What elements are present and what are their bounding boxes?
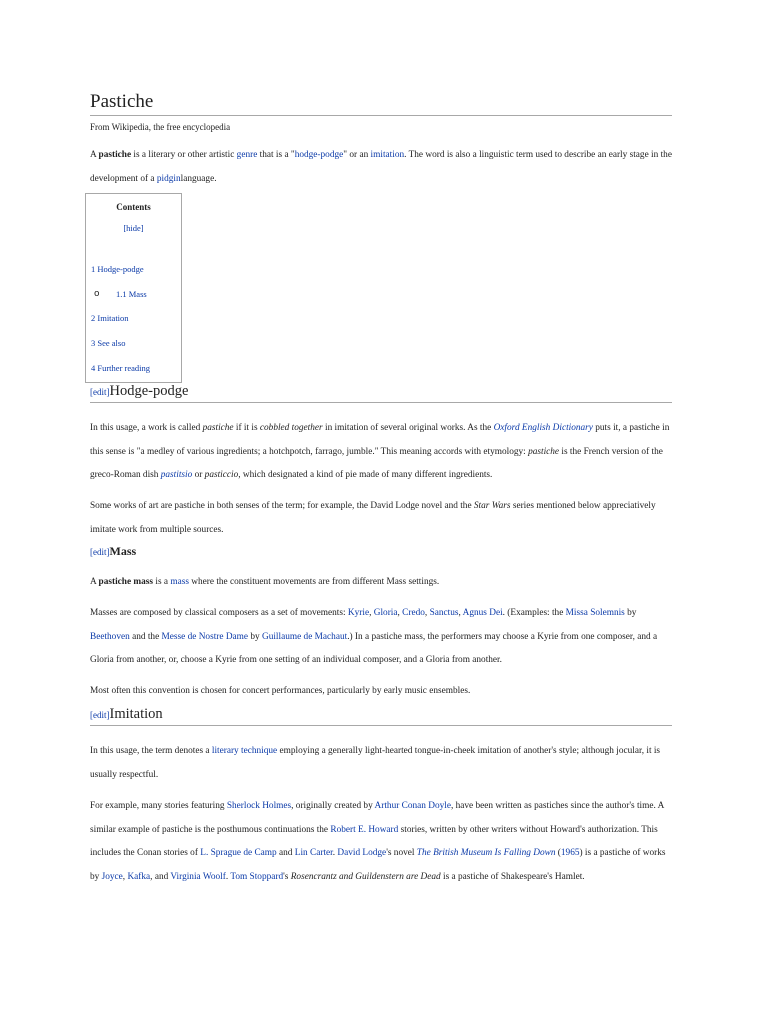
link-literary-technique[interactable]: literary technique bbox=[211, 746, 278, 756]
heading-text: Hodge-podge bbox=[109, 383, 189, 399]
link-genre[interactable]: genre bbox=[236, 150, 258, 160]
link-sherlock-holmes[interactable]: Sherlock Holmes bbox=[226, 801, 292, 811]
toc-item-mass[interactable]: 1.1 Mass bbox=[116, 289, 147, 299]
edit-link[interactable]: [edit] bbox=[90, 387, 110, 397]
text: in imitation of several original works. As the bbox=[322, 423, 494, 433]
text: language. bbox=[180, 173, 217, 184]
heading-hodge-podge bbox=[90, 383, 188, 400]
hodge-paragraph-1 bbox=[90, 417, 672, 488]
edit-link[interactable]: [edit] bbox=[90, 547, 110, 557]
mass-paragraph-2 bbox=[90, 602, 672, 673]
toc-item-imitation[interactable]: 2 Imitation bbox=[91, 313, 129, 323]
text: , have been written as pastiches since the author's time. A similar example of pastiche is the posthumous continuations the bbox=[90, 801, 664, 835]
toc-bullet-icon: o bbox=[94, 289, 100, 299]
text: employing a generally light-hearted tongue-in-cheek imitation of another's style; although jocular, it is usually respectful. bbox=[90, 746, 661, 780]
text: Some works of art are pastiche in both senses of the term; for example, the David Lodge novel and the bbox=[90, 501, 474, 511]
text: that is a " bbox=[257, 150, 295, 160]
text: is a literary or other artistic bbox=[131, 150, 237, 160]
link-sanctus[interactable]: Sanctus bbox=[429, 608, 459, 618]
text: and the bbox=[129, 631, 162, 642]
toc-item-see-also[interactable]: 3 See also bbox=[91, 338, 126, 348]
italic-term: Star Wars bbox=[473, 501, 511, 511]
italic-title: Rosencrantz and Guildenstern are Dead bbox=[290, 871, 441, 882]
separator: , bbox=[458, 608, 463, 618]
link-credo[interactable]: Credo bbox=[402, 608, 425, 618]
text: is a pastiche of Shakespeare's Hamlet. bbox=[440, 871, 585, 882]
text: is the French version of the greco-Roman dish bbox=[90, 446, 663, 480]
separator: , bbox=[424, 608, 430, 618]
hodge-paragraph-2 bbox=[90, 495, 672, 542]
text: by bbox=[624, 608, 637, 618]
text: is a bbox=[153, 577, 171, 587]
link-missa-solemnis[interactable]: Missa Solemnis bbox=[565, 608, 625, 618]
text: A bbox=[90, 150, 99, 160]
heading-imitation bbox=[90, 706, 163, 723]
italic-term: pasticcio bbox=[204, 470, 239, 480]
text: For example, many stories featuring bbox=[90, 801, 227, 811]
text: where the constituent movements are from different Mass settings. bbox=[188, 577, 440, 587]
imitation-paragraph-1 bbox=[90, 740, 672, 787]
text: , which designated a kind of pie made of many different ingredients. bbox=[238, 470, 493, 480]
text: by bbox=[248, 631, 262, 642]
link-messe-de-nostre-dame[interactable]: Messe de Nostre Dame bbox=[161, 631, 249, 642]
text: . The word is also a linguistic term used to describe an early stage in the development of a bbox=[90, 150, 672, 184]
link-kyrie[interactable]: Kyrie bbox=[347, 608, 370, 618]
link-1965[interactable]: 1965 bbox=[560, 848, 580, 858]
link-l-sprague-de-camp[interactable]: L. Sprague de Camp bbox=[200, 848, 277, 858]
title-divider bbox=[90, 115, 672, 116]
heading-text: Mass bbox=[109, 544, 137, 558]
heading-mass bbox=[90, 544, 136, 559]
text: , originally created by bbox=[291, 801, 375, 811]
imitation-paragraph-2 bbox=[90, 795, 672, 889]
section-divider bbox=[90, 725, 672, 726]
link-lin-carter[interactable]: Lin Carter bbox=[294, 848, 333, 858]
text: if it is bbox=[233, 423, 260, 433]
link-machaut[interactable]: Guillaume de Machaut bbox=[261, 631, 348, 642]
mass-paragraph-3: Most often this convention is chosen for concert performances, particularly by early music ensembles. bbox=[90, 686, 471, 696]
text: A bbox=[90, 577, 99, 587]
link-beethoven[interactable]: Beethoven bbox=[90, 631, 130, 642]
link-agnus-dei[interactable]: Agnus Dei bbox=[462, 608, 503, 618]
link-arthur-conan-doyle[interactable]: Arthur Conan Doyle bbox=[374, 801, 451, 811]
separator: , bbox=[397, 608, 403, 618]
link-david-lodge[interactable]: David Lodge bbox=[337, 848, 387, 858]
link-robert-e-howard[interactable]: Robert E. Howard bbox=[330, 824, 399, 835]
text: . (Examples: the bbox=[502, 608, 566, 618]
intro-paragraph bbox=[90, 144, 672, 191]
section-divider bbox=[90, 402, 672, 403]
text: puts it, a pastiche in this sense is "a medley of various ingredients; a hotchpotch, farrago, jumble." This meaning accords with etymology: bbox=[90, 423, 670, 457]
table-of-contents bbox=[85, 193, 182, 383]
link-hodge-podge[interactable]: hodge-podge bbox=[294, 150, 344, 160]
link-pidgin[interactable]: pidgin bbox=[156, 173, 181, 184]
mass-paragraph-1 bbox=[90, 571, 672, 595]
link-british-museum[interactable]: The British Museum Is Falling Down bbox=[416, 848, 556, 858]
link-tom-stoppard[interactable]: Tom Stoppard bbox=[230, 871, 284, 882]
page-title: Pastiche bbox=[90, 91, 154, 112]
bold-term: pastiche bbox=[98, 150, 132, 160]
separator: , bbox=[369, 608, 374, 618]
text: ) is a pastiche of works by bbox=[90, 848, 666, 882]
text: .) In a pastiche mass, the performers may choose a Kyrie from one composer, and a Gloria from another, or, choose a Kyrie from one setting of an individual composer, and a Gloria from another. bbox=[90, 631, 658, 665]
toc-item-further-reading[interactable]: 4 Further reading bbox=[91, 363, 151, 373]
link-pastitsio[interactable]: pastitsio bbox=[160, 470, 193, 480]
link-virginia-woolf[interactable]: Virginia Woolf bbox=[170, 871, 226, 882]
text: stories, written by other writers without Howard's authorization. This includes the Conan stories of bbox=[90, 824, 658, 858]
italic-term: pastiche bbox=[202, 423, 234, 433]
text: " or an bbox=[343, 150, 371, 160]
text: . bbox=[332, 848, 338, 858]
link-mass[interactable]: mass bbox=[170, 577, 189, 587]
link-imitation[interactable]: imitation bbox=[370, 150, 405, 160]
text: 's bbox=[283, 871, 291, 882]
italic-term: cobbled together bbox=[259, 423, 323, 433]
toc-item-hodge-podge[interactable]: 1 Hodge-podge bbox=[91, 264, 144, 274]
text: and bbox=[276, 848, 295, 858]
text: series mentioned below appreciatively imitate work from multiple sources. bbox=[90, 501, 656, 535]
italic-term: pastiche bbox=[528, 446, 560, 457]
heading-text: Imitation bbox=[109, 706, 163, 722]
text: or bbox=[192, 470, 205, 480]
toc-title: Contents bbox=[116, 202, 151, 212]
toc-hide-link[interactable]: [hide] bbox=[123, 223, 144, 233]
link-oed[interactable]: Oxford English Dictionary bbox=[493, 423, 593, 433]
text: In this usage, a work is called bbox=[90, 423, 203, 433]
bold-term: pastiche mass bbox=[98, 577, 154, 587]
text: 's novel bbox=[386, 848, 417, 858]
link-gloria[interactable]: Gloria bbox=[373, 608, 398, 618]
text: In this usage, the term denotes a bbox=[90, 746, 212, 756]
link-joyce[interactable]: Joyce bbox=[101, 871, 123, 882]
separator: , bbox=[122, 871, 128, 882]
link-kafka[interactable]: Kafka bbox=[127, 871, 151, 882]
text: ( bbox=[555, 848, 561, 858]
text: . bbox=[225, 871, 231, 882]
page-subtitle: From Wikipedia, the free encyclopedia bbox=[90, 122, 231, 132]
edit-link[interactable]: [edit] bbox=[90, 710, 110, 720]
text: Masses are composed by classical composers as a set of movements: bbox=[90, 608, 348, 618]
text: , and bbox=[150, 871, 171, 882]
